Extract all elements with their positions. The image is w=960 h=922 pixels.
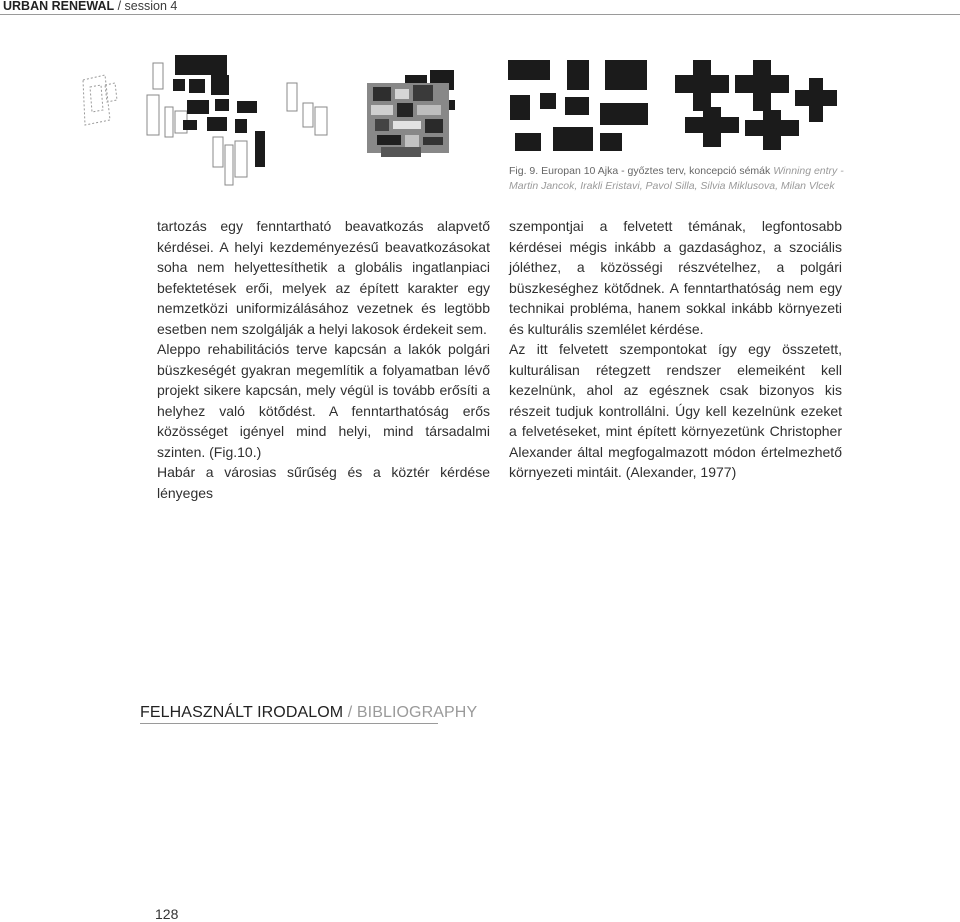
bibliography-heading-en: BIBLIOGRAPHY	[356, 704, 478, 721]
bibliography-rule	[140, 723, 438, 724]
paragraph: Az itt felvetett szempontokat így egy összetett, kulturálisan rétegzett rendszer elemeiként kell kezelnünk, ahol az egésznek csak bizonyos kis részeit tudjuk kontrollálni. Úgy kell kezelnünk ezeket a felvetéseket, mint épített környezetünk Christopher Alexander által megfogalmazott módon értelmezhető környezeti mintáit. (Alexander, 1977)	[509, 341, 842, 480]
paragraph: Aleppo rehabilitációs terve kapcsán a lakók polgári büszkeségét gyakran megemlítik a folyamatban lévő projekt sikere kapcsán, mely végül is tovább erősíti a helyhez való kötődést. A fenntarthatóság erős közösséget igényel mind helyi, mind társadalmi szinten. (Fig.10.)	[157, 341, 490, 460]
bibliography-heading-hu: FELHASZNÁLT IRODALOM	[140, 704, 344, 721]
running-header	[3, 0, 177, 13]
paragraph: Habár a városias sűrűség és a köztér kérdése lényeges	[157, 464, 490, 501]
bibliography-heading	[140, 704, 477, 722]
text-column-right	[509, 216, 842, 483]
dashed-outline-plan	[83, 75, 117, 125]
page-number: 128	[155, 906, 179, 922]
paragraph: szempontjai a felvetett témának, legfontosabb kérdései mégis inkább a gazdasághoz, a szociális jóléthez, a közösségi részvételhez, a polgári büszkeséghez kötődnek. A fenntarthatóság nem egy technikai probléma, hanem sokkal inkább környezeti és kulturális szemlélet kérdése.	[509, 218, 842, 337]
bibliography-separator: /	[343, 704, 357, 721]
aerial-photo-texture	[367, 83, 449, 157]
paragraph: tartozás egy fenntartható beavatkozás alapvető kérdései. A helyi kezdeményezésű beavatkozásokat soha nem helyettesíthetik a globális ingatlanpiaci befektetések erői, melyek az épített karakter egy nemzetközi uniformizálásához vezetnek és legtöbb esetben nem szolgálják a helyi lakosok érdekeit sem.	[157, 218, 490, 337]
text-column-left	[157, 216, 490, 503]
site-plan-drawings	[75, 45, 475, 195]
concept-scheme-blocks	[505, 55, 845, 155]
header-session: / session 4	[114, 0, 178, 13]
figure-concept-schemes	[505, 55, 845, 155]
header-series: URBAN RENEWAL	[3, 0, 115, 13]
figure-caption	[509, 164, 849, 193]
header-rule	[0, 14, 960, 15]
caption-hu: Fig. 9. Europan 10 Ajka - győztes terv, koncepció sémák	[509, 165, 771, 177]
figure-site-plans	[75, 45, 475, 195]
caption-en: Winning entry - Martin Jancok, Irakli Eristavi, Pavol Silla, Silvia Miklusova, Milan Vlcek	[509, 165, 844, 192]
